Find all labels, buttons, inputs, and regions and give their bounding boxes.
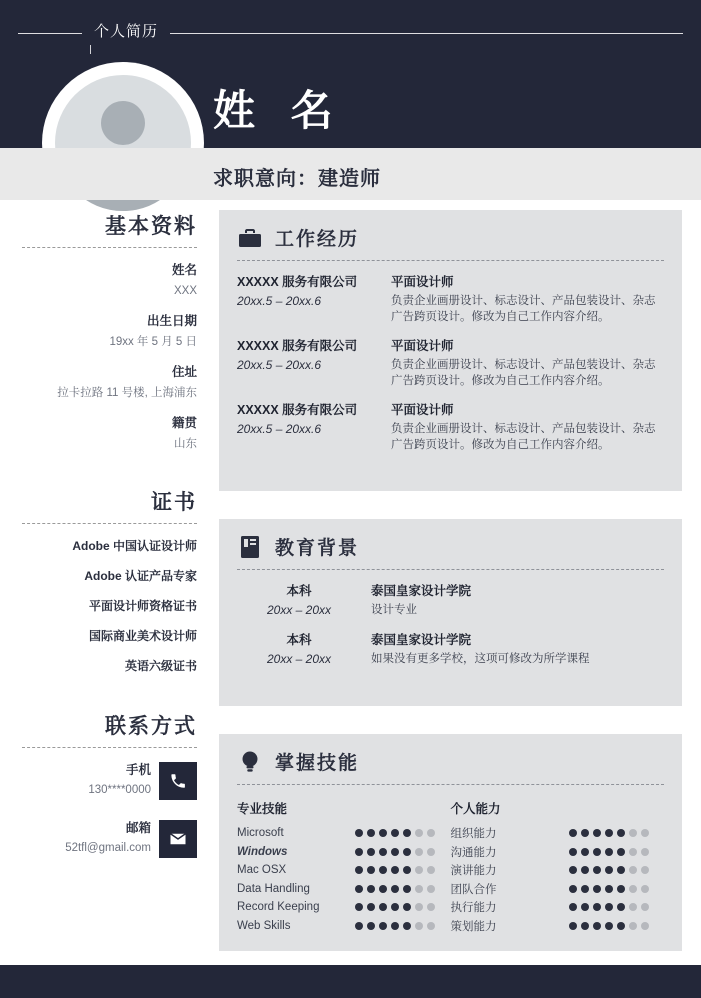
skill-level-dots — [569, 829, 653, 837]
contact-label: 手机 — [125, 763, 151, 777]
education-date: 20xx – 20xx — [266, 652, 332, 666]
work-date: 20xx.5 – 20xx.6 — [237, 294, 322, 308]
header-tick — [90, 45, 91, 54]
skill-name: 演讲能力 — [450, 865, 497, 878]
section-certificates — [0, 486, 213, 674]
contact-label: 邮箱 — [125, 821, 151, 835]
basic-field-value: 拉卡拉路 11 号楼, 上海浦东 — [57, 387, 197, 399]
work-description: 负责企业画册设计、标志设计、产品包装设计、杂志广告跨页设计。修改为自己工作内容介绍。 — [391, 295, 656, 323]
skill-row — [451, 843, 665, 862]
education-school: 泰国皇家设计学院 — [371, 584, 472, 598]
certificate-item: 平面设计师资格证书 — [88, 599, 197, 613]
certificate-item: Adobe 中国认证设计师 — [72, 539, 197, 553]
work-experience-title: 工作经历 — [275, 229, 360, 250]
section-work-experience — [219, 210, 682, 491]
education-major: 设计专业 — [371, 604, 417, 616]
skill-name: 组织能力 — [450, 828, 497, 841]
skill-level-dots — [569, 848, 653, 856]
certificate-item: 国际商业美术设计师 — [88, 629, 197, 643]
skill-level-dots — [355, 848, 439, 856]
work-role: 平面设计师 — [391, 275, 454, 289]
work-company: XXXXX 服务有限公司 — [237, 339, 358, 353]
skill-row — [237, 824, 451, 843]
skill-row — [451, 880, 665, 899]
contact-title: 联系方式 — [105, 715, 197, 738]
section-basic-info — [0, 210, 213, 452]
skill-level-dots — [569, 922, 653, 930]
section-skills — [219, 734, 682, 951]
candidate-name: 姓 名 — [213, 87, 345, 134]
skill-name: Data Handling — [237, 882, 310, 895]
skill-name: Record Keeping — [237, 901, 320, 914]
basic-field-value: 19xx 年 5 月 5 日 — [109, 336, 197, 348]
basic-info-divider — [22, 247, 197, 248]
basic-field-label: 出生日期 — [146, 314, 197, 328]
basic-field — [0, 415, 213, 452]
skill-name: 执行能力 — [450, 902, 497, 915]
certificate-item: 英语六级证书 — [124, 659, 197, 673]
contact-divider — [22, 747, 197, 748]
skill-name: Mac OSX — [237, 864, 287, 877]
skill-level-dots — [355, 922, 439, 930]
education-item — [219, 619, 682, 668]
skills-title: 掌握技能 — [275, 753, 360, 774]
skill-row — [451, 917, 665, 936]
basic-field — [0, 262, 213, 299]
skill-row — [237, 898, 451, 917]
footer-band — [0, 965, 701, 998]
basic-field-label: 籍贯 — [171, 416, 197, 430]
education-title: 教育背景 — [275, 538, 360, 559]
skill-row — [451, 861, 665, 880]
skill-row — [237, 880, 451, 899]
skills-column-professional — [237, 799, 451, 935]
work-role: 平面设计师 — [391, 403, 454, 417]
contact-value: 52tfl@gmail.com — [65, 842, 151, 854]
skill-level-dots — [355, 885, 439, 893]
basic-field-label: 住址 — [171, 365, 197, 379]
section-education — [219, 519, 682, 706]
education-date: 20xx – 20xx — [266, 603, 332, 617]
left-column — [0, 210, 213, 864]
skill-row — [237, 861, 451, 880]
work-date: 20xx.5 – 20xx.6 — [237, 422, 322, 436]
skill-row — [237, 917, 451, 936]
skill-level-dots — [355, 829, 439, 837]
basic-field-value: 山东 — [174, 438, 197, 450]
skill-name: 团队合作 — [450, 883, 497, 896]
skill-name: 策划能力 — [450, 920, 497, 933]
skill-row — [237, 843, 451, 862]
basic-field-label: 姓名 — [171, 263, 197, 277]
work-item — [219, 261, 682, 325]
work-date: 20xx.5 – 20xx.6 — [237, 358, 322, 372]
skill-level-dots — [355, 903, 439, 911]
skill-row — [451, 824, 665, 843]
skill-name: Microsoft — [237, 827, 284, 840]
education-school: 泰国皇家设计学院 — [371, 633, 472, 647]
basic-info-title: 基本资料 — [105, 215, 197, 238]
contact-row-email — [0, 820, 213, 864]
certificate-item: Adobe 认证产品专家 — [84, 569, 197, 583]
skill-name: 沟通能力 — [450, 846, 497, 859]
certificates-title: 证书 — [151, 491, 197, 514]
avatar-head-shape — [101, 101, 145, 145]
education-item — [219, 570, 682, 619]
skill-level-dots — [569, 885, 653, 893]
mail-icon — [159, 820, 197, 858]
phone-icon — [159, 762, 197, 800]
resume-badge: 个人简历 — [82, 20, 170, 46]
book-icon — [237, 534, 263, 560]
skill-name: Web Skills — [237, 919, 291, 932]
work-description: 负责企业画册设计、标志设计、产品包装设计、杂志广告跨页设计。修改为自己工作内容介绍。 — [391, 423, 656, 451]
education-degree: 本科 — [286, 633, 312, 647]
section-contact — [0, 710, 213, 864]
education-major: 如果没有更多学校，这项可修改为所学课程 — [371, 653, 590, 665]
work-company: XXXXX 服务有限公司 — [237, 275, 358, 289]
bulb-icon — [237, 749, 263, 775]
certificates-divider — [22, 523, 197, 524]
job-objective: 求职意向：建造师 — [213, 168, 381, 190]
work-description: 负责企业画册设计、标志设计、产品包装设计、杂志广告跨页设计。修改为自己工作内容介绍。 — [391, 359, 656, 387]
contact-value: 130****0000 — [88, 784, 151, 796]
briefcase-icon — [237, 225, 263, 251]
work-company: XXXXX 服务有限公司 — [237, 403, 358, 417]
skill-level-dots — [355, 866, 439, 874]
skill-level-dots — [569, 903, 653, 911]
skills-column-title: 个人能力 — [450, 802, 501, 816]
skill-name: Windows — [237, 845, 288, 858]
skill-row — [451, 898, 665, 917]
contact-row-phone — [0, 762, 213, 806]
education-degree: 本科 — [286, 584, 312, 598]
work-role: 平面设计师 — [391, 339, 454, 353]
skill-level-dots — [569, 866, 653, 874]
basic-field — [0, 313, 213, 350]
skills-column-title: 专业技能 — [237, 802, 288, 816]
basic-field — [0, 364, 213, 401]
work-item — [219, 389, 682, 453]
work-item — [219, 325, 682, 389]
skills-column-personal — [451, 799, 665, 935]
basic-field-value: XXX — [173, 285, 197, 297]
